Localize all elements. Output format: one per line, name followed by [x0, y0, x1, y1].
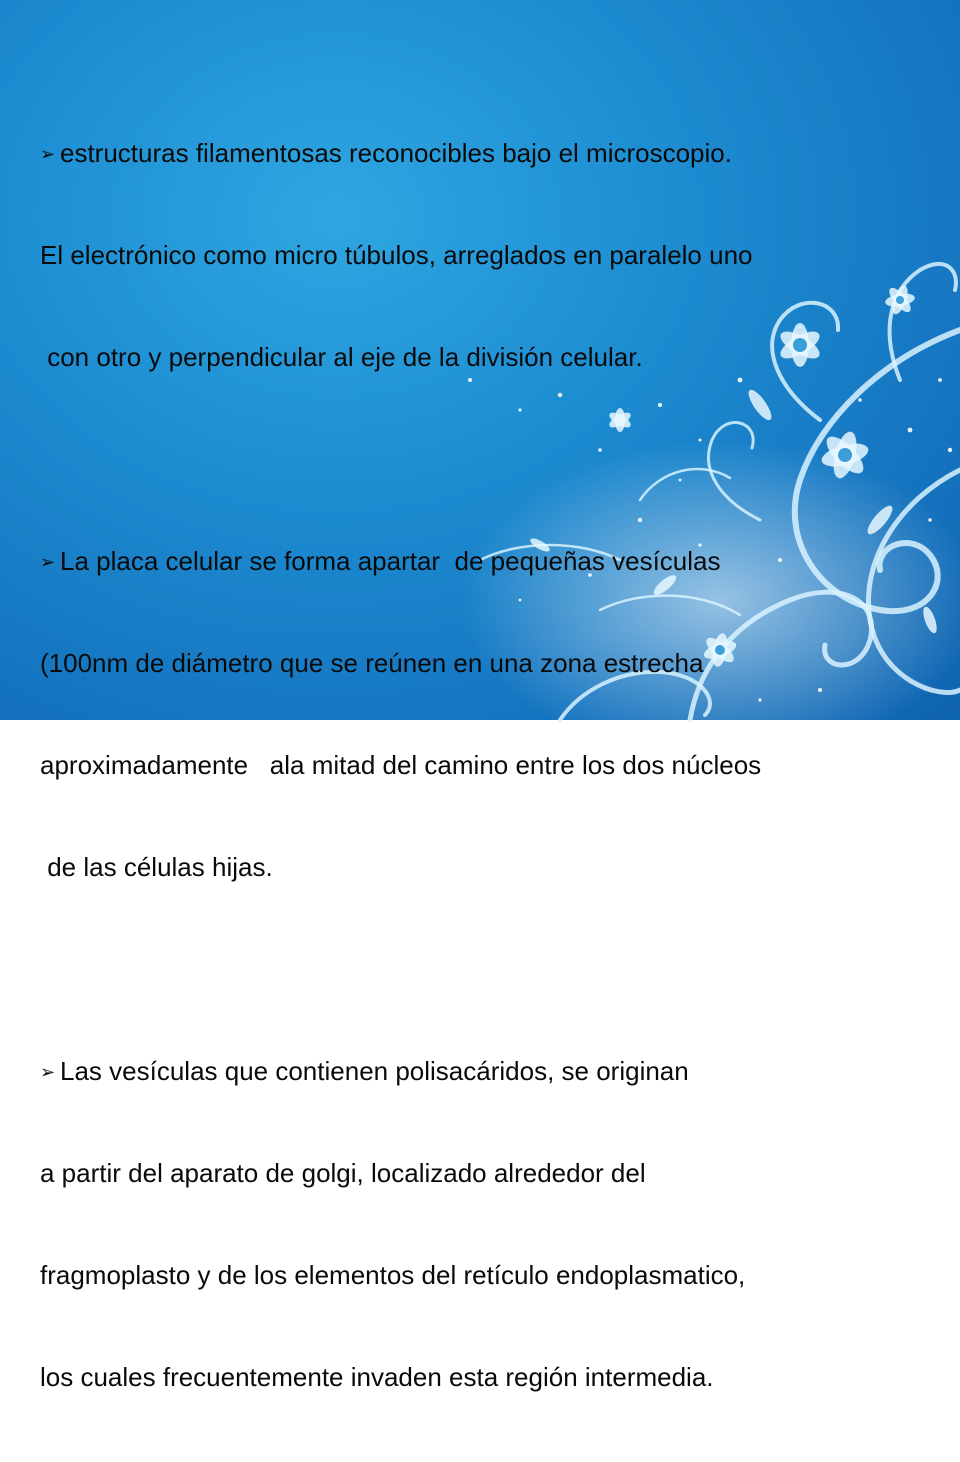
arrow-bullet-icon: ➢: [40, 1062, 56, 1082]
arrow-bullet-icon: ➢: [40, 552, 56, 572]
slide-body: [40, 68, 930, 1462]
text-line: [40, 544, 930, 578]
text-line: fragmoplasto y de los elementos del retículo endoplasmatico,: [40, 1260, 746, 1290]
paragraph-spacer: [40, 442, 930, 476]
text-line: los cuales frecuentemente invaden esta región intermedia.: [40, 1362, 714, 1392]
text-line-content: Las vesículas que contienen polisacáridos, se originan: [60, 1056, 689, 1086]
paragraph-spacer: [40, 952, 930, 986]
bullet-paragraph-2: [40, 476, 930, 952]
text-line: (100nm de diámetro que se reúnen en una zona estrecha: [40, 648, 704, 678]
text-line: con otro y perpendicular al eje de la división celular.: [40, 342, 643, 372]
text-line: El electrónico como micro túbulos, arreglados en paralelo uno: [40, 240, 753, 270]
bullet-paragraph-3: [40, 986, 930, 1462]
text-line: [40, 136, 930, 170]
text-line-content: estructuras filamentosas reconocibles bajo el microscopio.: [60, 138, 732, 168]
text-line: [40, 1054, 930, 1088]
text-line: a partir del aparato de golgi, localizado alrededor del: [40, 1158, 646, 1188]
bullet-paragraph-1: [40, 68, 930, 442]
arrow-bullet-icon: ➢: [40, 144, 56, 164]
text-line: de las células hijas.: [40, 852, 273, 882]
text-line-content: La placa celular se forma apartar de pequeñas vesículas: [60, 546, 721, 576]
text-line: aproximadamente ala mitad del camino entre los dos núcleos: [40, 750, 762, 780]
